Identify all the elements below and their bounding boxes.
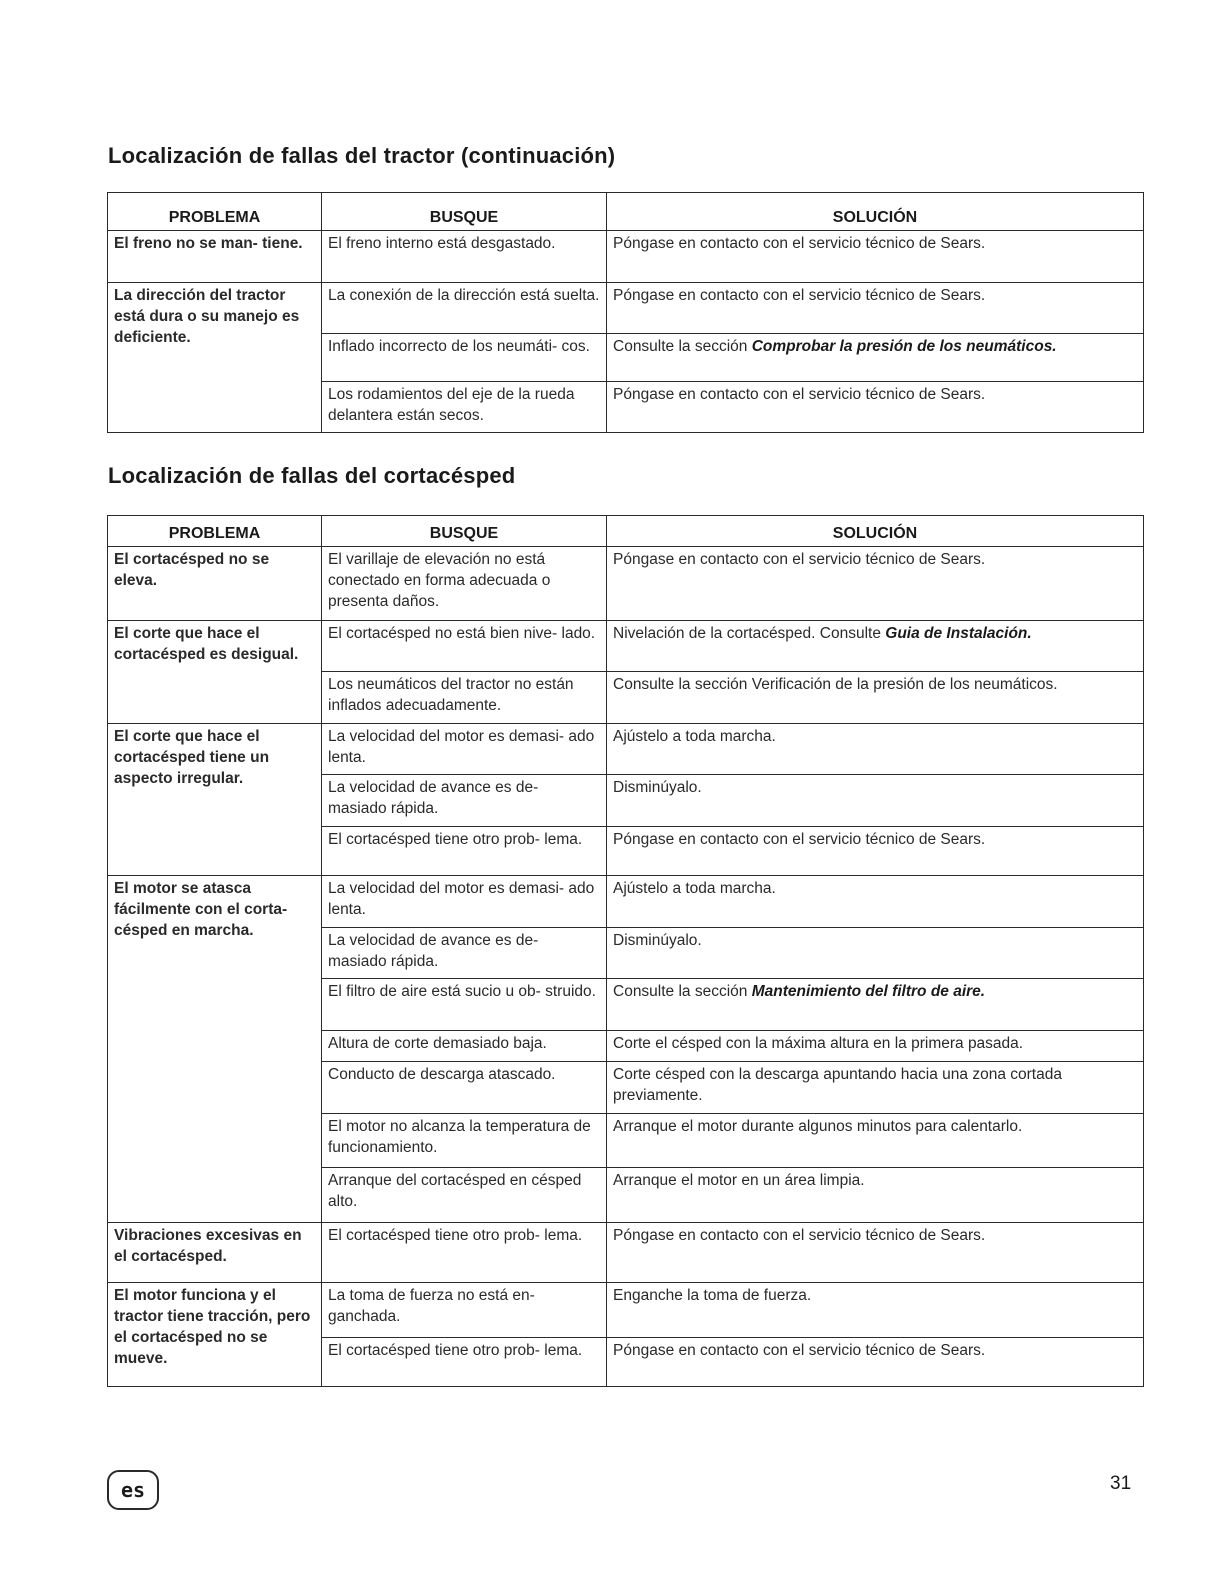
table-row	[108, 547, 1144, 621]
column-header-solucion: SOLUCIÓN	[607, 193, 1144, 231]
mower-section-title: Localización de fallas del cortacésped	[108, 463, 516, 488]
table-row	[108, 231, 1144, 283]
solution-cell: Corte césped con la descarga apuntando hacia una zona cortada previamente.	[607, 1062, 1144, 1114]
solution-cell: Póngase en contacto con el servicio técnico de Sears.	[607, 547, 1144, 621]
solution-cell: Consulte la sección Verificación de la presión de los neumáticos.	[607, 672, 1144, 724]
cause-cell: El cortacésped tiene otro prob- lema.	[322, 1223, 607, 1283]
solution-cell	[607, 621, 1144, 672]
cause-cell: Los rodamientos del eje de la rueda delantera están secos.	[322, 382, 607, 433]
table-row	[108, 1223, 1144, 1283]
cause-cell: Inflado incorrecto de los neumáti- cos.	[322, 334, 607, 382]
table-row	[108, 724, 1144, 775]
cause-cell: Conducto de descarga atascado.	[322, 1062, 607, 1114]
mower-troubleshooting-table	[107, 515, 1144, 1387]
problem-cell: El cortacésped no se eleva.	[108, 547, 322, 621]
cause-cell: La toma de fuerza no está en- ganchada.	[322, 1283, 607, 1338]
table-header-row	[108, 193, 1144, 231]
cause-cell: La velocidad de avance es de- masiado rápida.	[322, 928, 607, 979]
solution-cell: Disminúyalo.	[607, 928, 1144, 979]
section-reference: Comprobar la presión de los neumáticos.	[751, 338, 1057, 355]
cause-cell: El motor no alcanza la temperatura de funcionamiento.	[322, 1114, 607, 1168]
solution-text: Consulte la sección	[613, 338, 752, 355]
solution-cell: Póngase en contacto con el servicio técnico de Sears.	[607, 382, 1144, 433]
solution-cell: Póngase en contacto con el servicio técnico de Sears.	[607, 1338, 1144, 1387]
table-row	[108, 283, 1144, 334]
section-reference: Mantenimiento del filtro de aire.	[751, 983, 986, 1000]
table-row	[108, 876, 1144, 928]
solution-cell: Arranque el motor durante algunos minutos para calentarlo.	[607, 1114, 1144, 1168]
cause-cell: El cortacésped tiene otro prob- lema.	[322, 827, 607, 876]
cause-cell: La velocidad del motor es demasi- ado lenta.	[322, 724, 607, 775]
problem-cell: El freno no se man- tiene.	[108, 231, 322, 283]
solution-cell: Póngase en contacto con el servicio técnico de Sears.	[607, 827, 1144, 876]
cause-cell: El varillaje de elevación no está conectado en forma adecuada o presenta daños.	[322, 547, 607, 621]
solution-cell: Póngase en contacto con el servicio técnico de Sears.	[607, 283, 1144, 334]
problem-cell: El corte que hace el cortacésped tiene un aspecto irregular.	[108, 724, 322, 876]
solution-cell	[607, 334, 1144, 382]
solution-cell: Ajústelo a toda marcha.	[607, 876, 1144, 928]
section-reference: Guia de Instalación.	[885, 625, 1032, 642]
cause-cell: La conexión de la dirección está suelta.	[322, 283, 607, 334]
problem-cell: El motor funciona y el tractor tiene tracción, pero el cortacésped no se mueve.	[108, 1283, 322, 1387]
tractor-troubleshooting-table	[107, 192, 1144, 433]
solution-text: Consulte la sección	[613, 983, 752, 1000]
solution-cell: Enganche la toma de fuerza.	[607, 1283, 1144, 1338]
problem-cell: El corte que hace el cortacésped es desigual.	[108, 621, 322, 724]
column-header-busque: BUSQUE	[322, 193, 607, 231]
cause-cell: El cortacésped tiene otro prob- lema.	[322, 1338, 607, 1387]
table-header-row	[108, 516, 1144, 547]
solution-cell: Disminúyalo.	[607, 775, 1144, 827]
problem-cell: La dirección del tractor está dura o su manejo es deficiente.	[108, 283, 322, 433]
table-row	[108, 621, 1144, 672]
column-header-problema: PROBLEMA	[108, 516, 322, 547]
cause-cell: El filtro de aire está sucio u ob- struido.	[322, 979, 607, 1031]
cause-cell: El cortacésped no está bien nive- lado.	[322, 621, 607, 672]
column-header-busque: BUSQUE	[322, 516, 607, 547]
table-row	[108, 1283, 1144, 1338]
solution-cell: Ajústelo a toda marcha.	[607, 724, 1144, 775]
column-header-solucion: SOLUCIÓN	[607, 516, 1144, 547]
cause-cell: La velocidad de avance es de- masiado rápida.	[322, 775, 607, 827]
language-badge: es	[107, 1470, 159, 1510]
solution-cell: Póngase en contacto con el servicio técnico de Sears.	[607, 1223, 1144, 1283]
problem-cell: Vibraciones excesivas en el cortacésped.	[108, 1223, 322, 1283]
tractor-section-title: Localización de fallas del tractor (continuación)	[108, 143, 616, 168]
cause-cell: La velocidad del motor es demasi- ado lenta.	[322, 876, 607, 928]
cause-cell: Arranque del cortacésped en césped alto.	[322, 1168, 607, 1223]
cause-cell: Los neumáticos del tractor no están inflados adecuadamente.	[322, 672, 607, 724]
column-header-problema: PROBLEMA	[108, 193, 322, 231]
solution-text: Nivelación de la cortacésped. Consulte	[613, 625, 886, 642]
solution-cell	[607, 979, 1144, 1031]
page-number: 31	[1110, 1473, 1132, 1494]
solution-cell: Póngase en contacto con el servicio técnico de Sears.	[607, 231, 1144, 283]
cause-cell: Altura de corte demasiado baja.	[322, 1031, 607, 1062]
problem-cell: El motor se atasca fácilmente con el corta- césped en marcha.	[108, 876, 322, 1223]
solution-cell: Corte el césped con la máxima altura en la primera pasada.	[607, 1031, 1144, 1062]
solution-cell: Arranque el motor en un área limpia.	[607, 1168, 1144, 1223]
cause-cell: El freno interno está desgastado.	[322, 231, 607, 283]
